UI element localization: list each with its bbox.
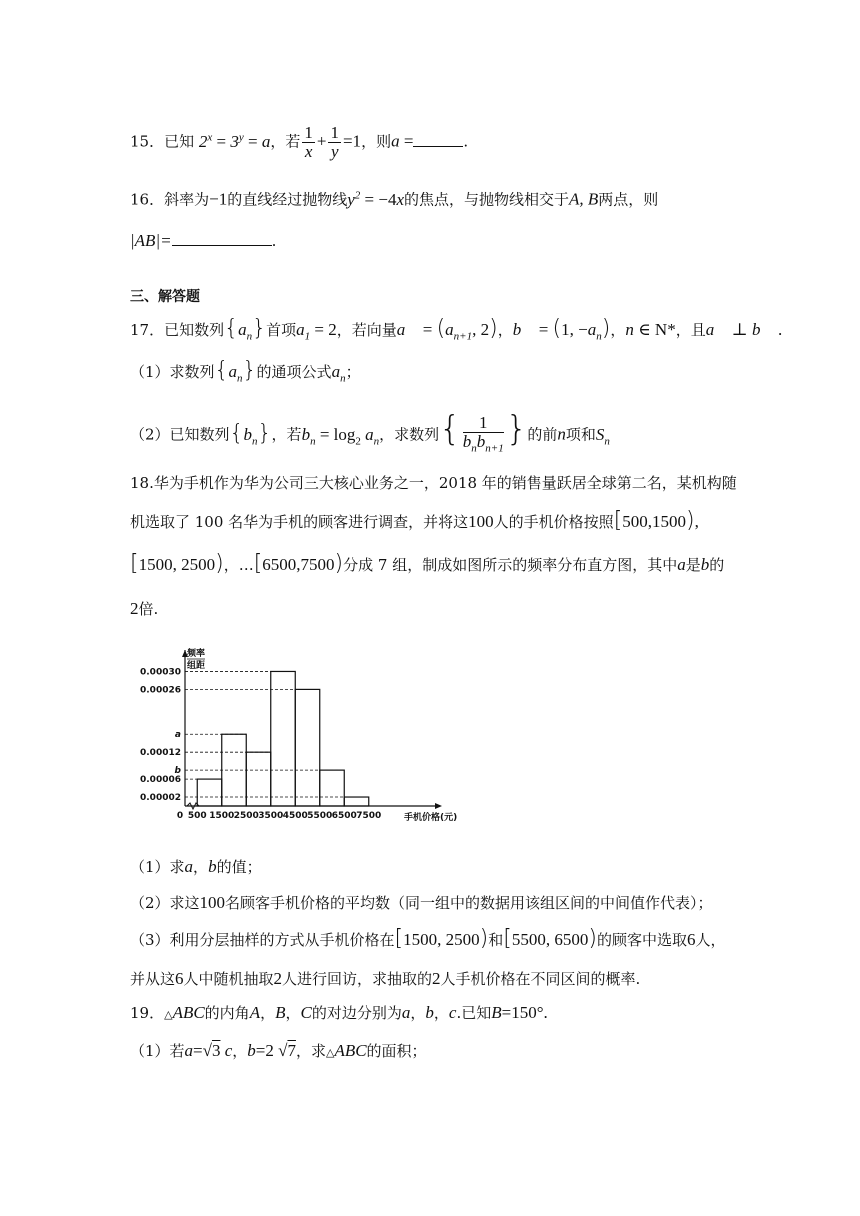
question-number: 17． (130, 321, 165, 339)
question-19: 19．△ABC的内角A，B，C的对边分别为a，b，c.已知B=150°. (130, 1003, 548, 1022)
question-number: 19． (130, 1004, 165, 1022)
comma: ， (410, 1004, 426, 1022)
question-16: 16．斜率为−1的直线经过抛物线$y^2 = -4x$的焦点，与抛物线相交于A, B两点，则 (130, 189, 659, 209)
question-18-line2: 机选取了 100 名华为手机的顾客进行调查，并将这100人的手机价格按照[500,1500), (130, 508, 699, 533)
x-tick-label: 7500 (356, 811, 382, 821)
question-text: 分成 7 组，制成如图所示的频率分布直方图，其中 (343, 556, 678, 574)
y-tick-label: 0.00030 (140, 667, 181, 678)
y-tick-label: 0.00006 (140, 775, 181, 786)
comma: ， (433, 1004, 449, 1022)
comma: ， (497, 321, 513, 339)
question-19-part1: （1）若a=√3 c，b=2 √7，求△ABC的面积； (130, 1041, 427, 1060)
question-text: 已知 (164, 132, 195, 151)
section-heading: 三、解答题 (130, 289, 200, 305)
part-text: ，求 (295, 1042, 326, 1060)
y-tick-label: b (174, 766, 181, 777)
histogram-bar (271, 671, 296, 806)
x-tick-label: 1500 (209, 811, 235, 821)
x-tick-label: 4500 (282, 811, 308, 821)
y-tick-label: 0.00026 (140, 685, 181, 696)
part-text: ； (345, 363, 361, 381)
histogram-bar (246, 752, 271, 806)
part-text: 人手机价格在不同区间的概率. (440, 970, 641, 988)
part-text: 名顾客手机价格的平均数（同一组中的数据用该组区间的中间值作代表）； (225, 894, 713, 912)
question-text: 倍. (138, 600, 159, 618)
fraction: $\frac{1}{x}$ (304, 123, 313, 161)
part-text: ， (193, 858, 209, 876)
x-tick-label: 2500 (233, 811, 259, 821)
question-16-answer (130, 230, 276, 252)
question-text: 两点，则 (598, 190, 659, 209)
question-text: 首项 (266, 321, 297, 339)
part-text: 的面积； (366, 1042, 427, 1060)
part-text: 的顾客中选取 (596, 931, 687, 949)
x-tick-label: 3500 (258, 811, 284, 821)
question-number: 16． (130, 190, 165, 209)
part-text: （1）若 (130, 1042, 185, 1060)
question-17: 17．已知数列$\{a_n\}$首项$a_1 = 2$，若向量a⃗ = ($a_{n+1}$, 2)，b⃗ = (1, $-a_n$)，n ∈ N*，且a⃗ ⊥ b⃗ . (130, 316, 783, 343)
histogram-bar (295, 689, 320, 806)
period: . (463, 132, 469, 151)
question-text: 已知数列 (164, 321, 225, 339)
part-text: 人中随机抽取 (183, 970, 274, 988)
part-text: （1）求数列 (130, 363, 215, 381)
part-text: 和 (488, 931, 504, 949)
question-18-part2: （2）求这100名顾客手机价格的平均数（同一组中的数据用该组区间的中间值作代表）； (130, 893, 713, 912)
part-text: 人， (695, 931, 726, 949)
histogram-bar (320, 770, 345, 806)
x-tick-label: 0 (176, 811, 184, 821)
question-text: 的焦点，与抛物线相交于 (404, 190, 570, 209)
question-number: 15． (130, 132, 165, 151)
x-axis-label: 手机价格(元) (404, 813, 458, 823)
y-axis-label: 频率 (187, 649, 206, 659)
answer-blank[interactable] (413, 132, 463, 147)
question-18-line1: 18.华为手机作为华为公司三大核心业务之一，2018 年的销售量跃居全球第二名，某机构随 (130, 474, 737, 492)
part-text: 人进行回访，求抽取的 (282, 970, 433, 988)
question-text: 的对边分别为 (311, 1004, 402, 1022)
question-text: ，若向量 (336, 321, 397, 339)
question-text: 是 (685, 556, 701, 574)
part-text: 并从这 (130, 970, 176, 988)
y-tick-label: 0.00002 (140, 793, 181, 804)
part-text: 项和 (565, 425, 596, 444)
question-17-part2: （2）已知数列$\{b_n\}$，若$b_n = \log_2 a_n$，求数列{ $\frac{1}{b_nb_{n+1}}$ }的前n项和$S_n$ (130, 414, 610, 457)
period: . (271, 232, 277, 250)
fraction: $\frac{1}{b_nb_{n+1}}$ (462, 413, 504, 455)
question-text: 斜率为 (164, 190, 210, 209)
question-18-part1: （1）求a，b的值； (130, 857, 262, 876)
question-18-part3-cont: 并从这6人中随机抽取2人进行回访，求抽取的2人手机价格在不同区间的概率. (130, 969, 641, 988)
question-text: 的直线经过抛物线 (227, 190, 348, 209)
part-text: 的前 (527, 425, 558, 444)
question-18-part3: （3）利用分层抽样的方式从手机价格在[1500, 2500)和[5500, 6500)的顾客中选取6人， (130, 926, 726, 951)
part-text: ，若 (271, 425, 302, 444)
math-expression: $2^x = 3^y = a$ (198, 130, 271, 151)
x-tick-label: 6500 (331, 811, 357, 821)
question-text: ，若 (270, 132, 301, 151)
y-tick-label: 0.00012 (140, 748, 181, 759)
fraction: $\frac{1}{y}$ (330, 123, 339, 161)
question-15: 15．已知 $2^x = 3^y = a$，若 $\frac{1}{x}$ + $\frac{1}{y}$ =1，则a = . (130, 123, 469, 161)
question-text: .已知 (456, 1004, 492, 1022)
question-text: 人的手机价格按照 (493, 513, 614, 531)
ab-label: |AB|= (130, 231, 172, 250)
x-tick-label: 5500 (307, 811, 333, 821)
part-text: 的通项公式 (256, 363, 332, 381)
x-tick-label: 500 (187, 811, 207, 821)
y-tick-label: a (174, 730, 181, 741)
question-text: ，… (223, 556, 254, 574)
part-text: 的值； (216, 858, 262, 876)
part-text: （3）利用分层抽样的方式从手机价格在 (130, 931, 395, 949)
part-text: （2）求这 (130, 894, 200, 912)
comma: ， (260, 1004, 276, 1022)
x-axis-arrow (435, 803, 442, 809)
question-text: ，则 (361, 132, 392, 151)
histogram-bar (197, 779, 222, 806)
question-17-part1: （1）求数列$\{a_n\}$的通项公式$a_n$； (130, 358, 361, 385)
part-text: （2）已知数列 (130, 425, 230, 444)
answer-blank[interactable] (172, 231, 272, 246)
y-axis-label: 组距 (187, 661, 206, 671)
comma: ， (285, 1004, 301, 1022)
question-text: 的内角 (204, 1004, 250, 1022)
question-text: 的 (709, 556, 725, 574)
part-text: （1）求 (130, 858, 185, 876)
comma: ， (232, 1042, 248, 1060)
question-18-line4: 2倍. (130, 599, 159, 618)
histogram-bar (344, 797, 369, 806)
comma: ， (610, 321, 626, 339)
question-18-line3: [1500, 2500)，…[6500,7500)分成 7 组，制成如图所示的频率分布直方图，其中a是b的 (130, 551, 725, 576)
question-text: 机选取了 100 名华为手机的顾客进行调查，并将这 (130, 513, 469, 531)
part-text: ，求数列 (379, 425, 440, 444)
question-text: ，且 (675, 321, 706, 339)
frequency-histogram (130, 648, 480, 828)
